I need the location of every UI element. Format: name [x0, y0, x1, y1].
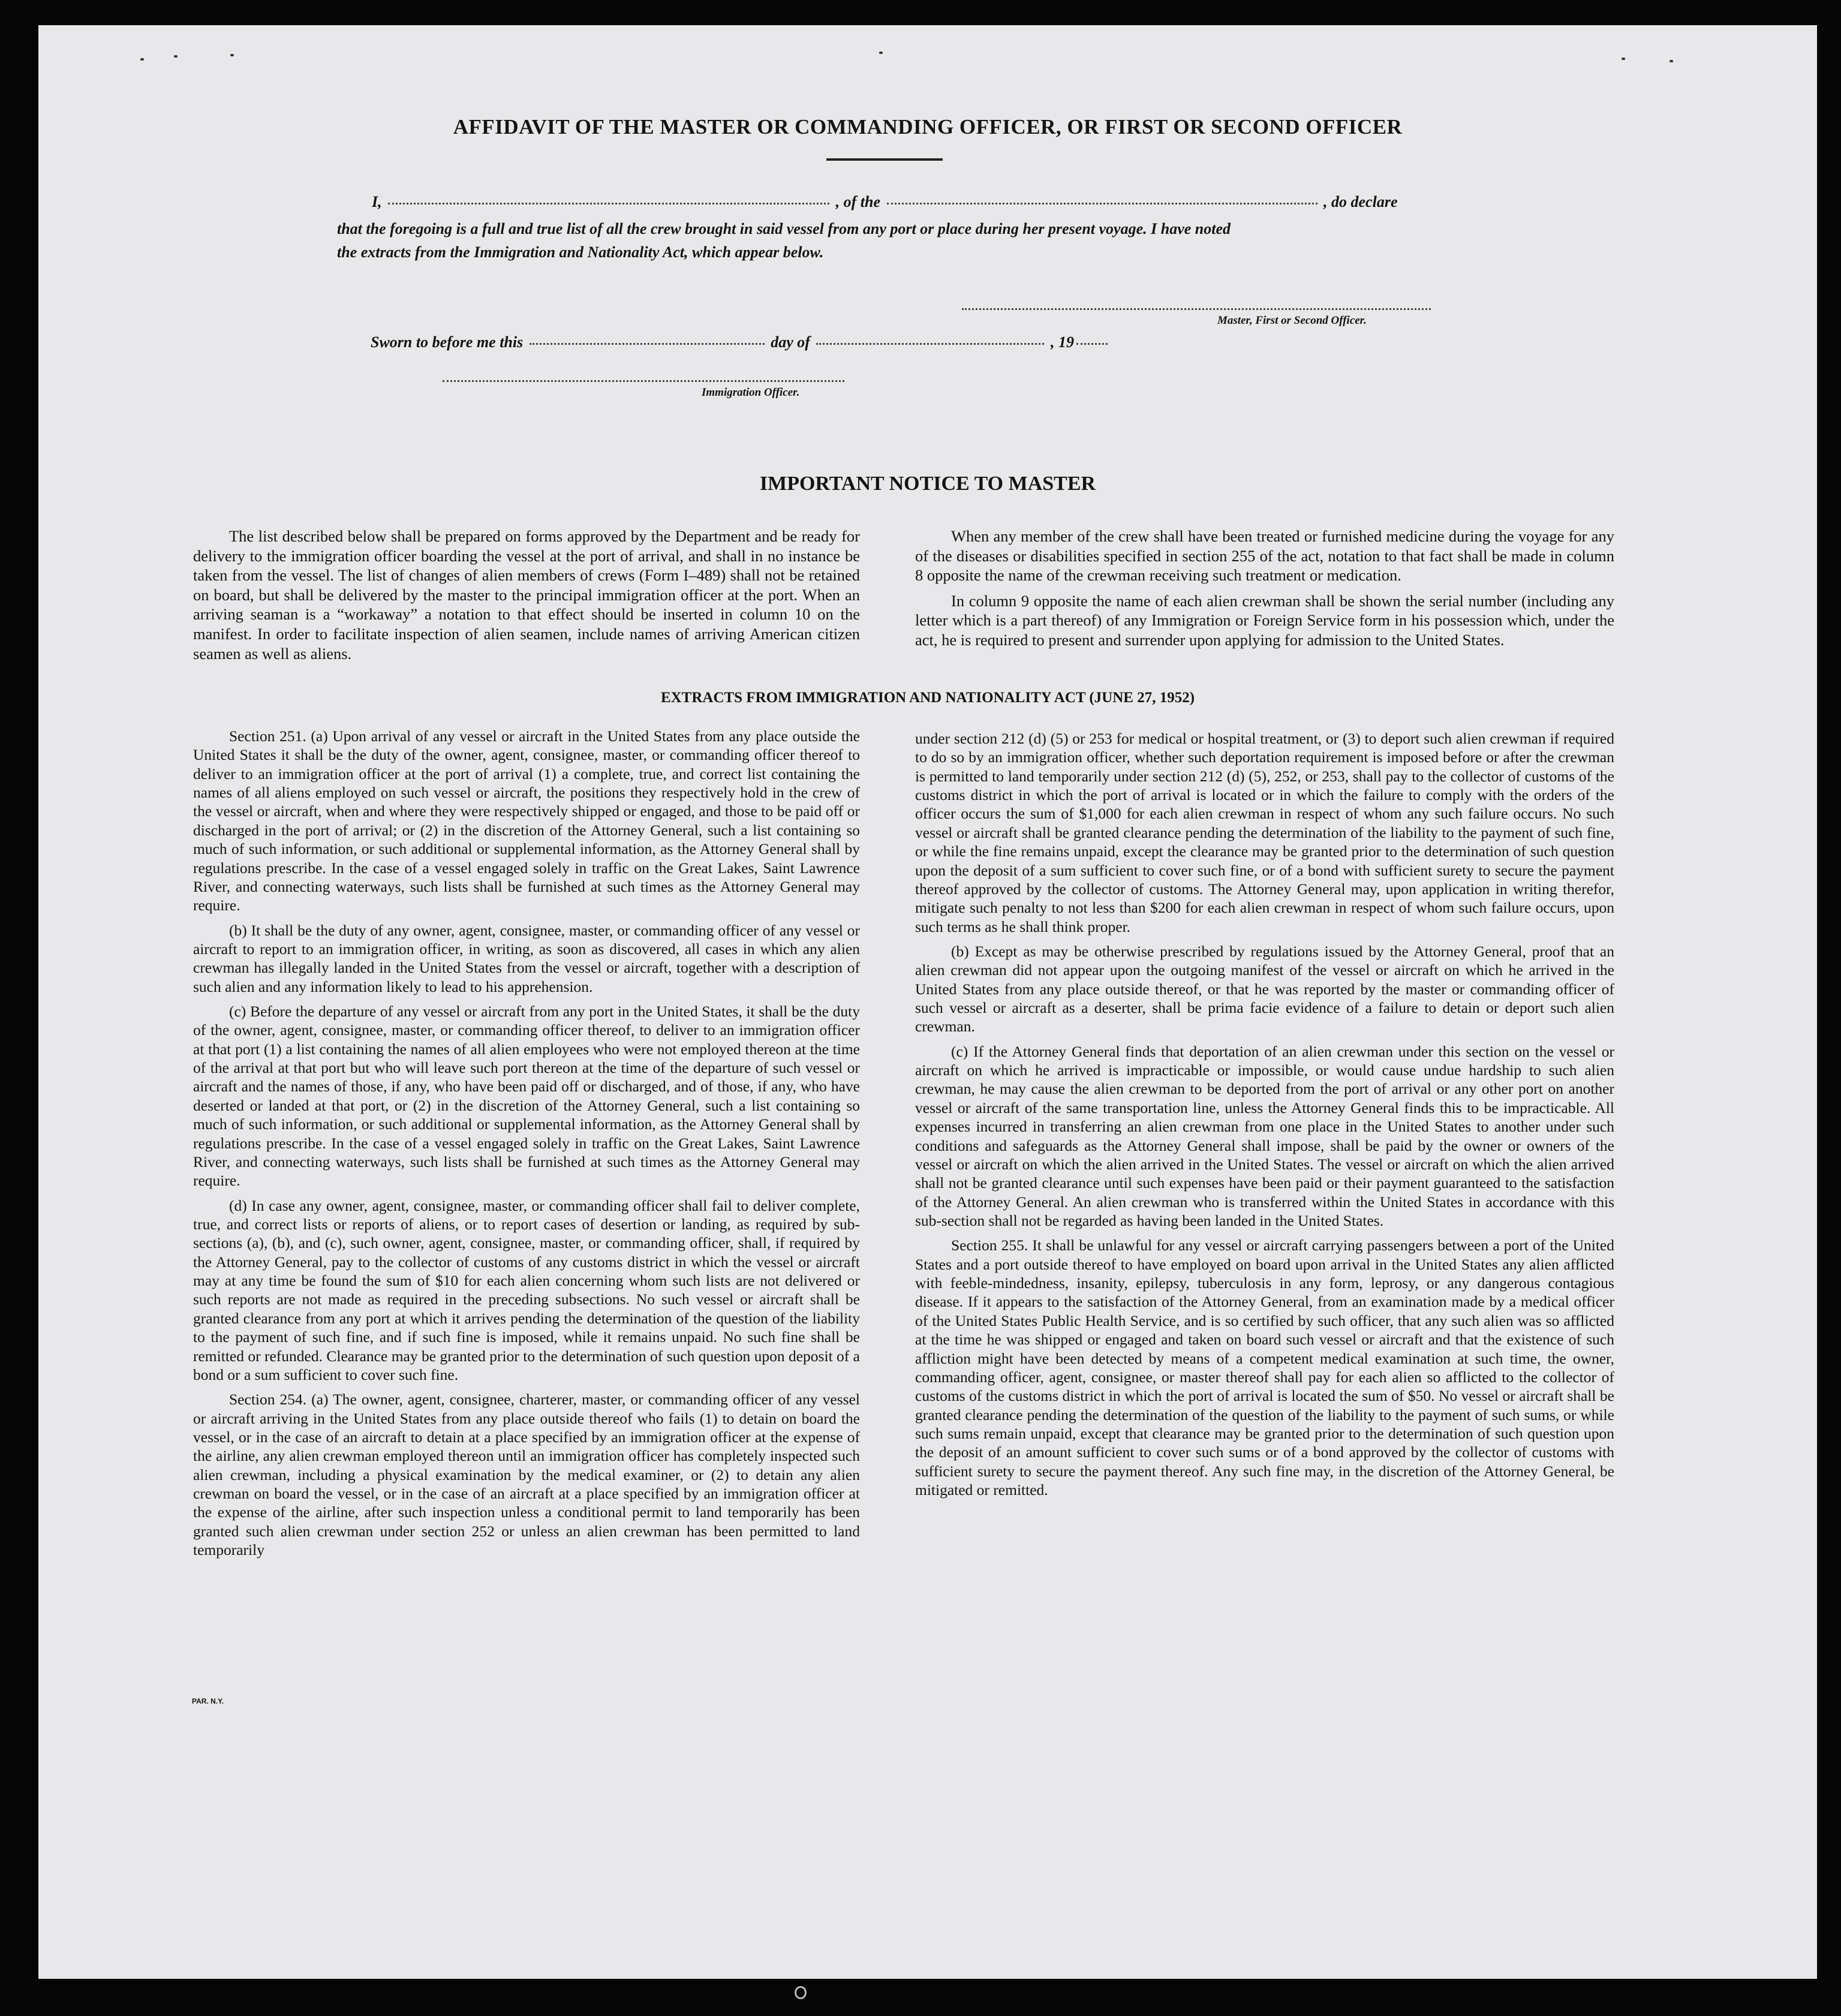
sworn-day-field[interactable]: [530, 343, 765, 345]
section-254-b: (b) Except as may be otherwise prescribed by regulations issued by the Attorney General, proof that an alien crewman did not appear upon the outgoing manifest of the vessel or aircraft on which he arrived in the United States from any place outside thereof, or that he was reported by the master or commanding officer of such vessel or aircraft as a deserter, shall be prima facie evidence of a failure to detain or deport such alien crewman.: [915, 942, 1614, 1036]
section-254-a: Section 254. (a) The owner, agent, consignee, charterer, master, or commanding officer of any vessel or aircraft arriving in the United States from any place outside thereof who fails (1) to detain on board the vessel, or in the case of an aircraft to detain at a place specified by an immigration officer at the expense of the airline, any alien crewman employed thereon until an immigration officer has completely inspected such alien crewman, including a physical examination by the medical examiner, or (2) to detain any alien crewman on board the vessel, or in the case of an aircraft at a place specified by an immigration officer at the expense of the airline, after such inspection unless a conditional permit to land temporarily has been granted such alien crewman under section 252 or unless an alien crewman has been permitted to land temporarily: [193, 1391, 860, 1559]
year-field[interactable]: [1076, 343, 1108, 345]
title-underline: [826, 158, 943, 161]
sworn-month-field[interactable]: [816, 343, 1044, 345]
i-label: I,: [372, 193, 382, 210]
year-prefix: , 19: [1050, 333, 1074, 351]
do-declare-label: , do declare: [1323, 193, 1398, 210]
extracts-right-column: [915, 729, 1614, 1505]
notice-paragraph: The list described below shall be prepared on forms approved by the Department and be ready for delivery to the immigration officer boarding the vessel at the port of arrival, and shall in no instance be taken from the vessel. The list of changes of alien members of crews (Form I–489) shall not be retained on board, but shall be delivered by the master to the principal immigration officer at the port. When an arriving seaman is a “workaway” a notation to that effect should be inserted in column 10 on the manifest. In order to facilitate inspection of alien seamen, include names of arriving American citizen seamen as well as aliens.: [193, 527, 860, 663]
vessel-field[interactable]: [887, 203, 1317, 204]
statement-line-1: that the foregoing is a full and true list of all the crew brought in said vessel from any port or place during her present voyage. I have noted: [337, 220, 1231, 237]
officer-signature-line[interactable]: [443, 380, 844, 382]
declaration-line: [372, 193, 1775, 211]
statement-line-2: the extracts from the Immigration and Nationality Act, which appear below.: [337, 243, 824, 261]
of-the-label: , of the: [835, 193, 881, 210]
punch-hole: [795, 1986, 807, 1999]
notice-paragraph: When any member of the crew shall have been treated or furnished medicine during the voyage for any of the diseases or disabilities specified in section 255 of the act, notation to that fact shall be made in column 8 opposite the name of the crewman receiving such treatment or medication.: [915, 527, 1614, 585]
officer-caption: Immigration Officer.: [702, 386, 800, 399]
scan-speck: [140, 58, 144, 61]
notice-right-column: [915, 526, 1614, 656]
scan-speck: [174, 55, 178, 58]
scan-speck: [230, 54, 234, 56]
scan-speck: [1622, 58, 1625, 60]
section-255: Section 255. It shall be unlawful for any vessel or aircraft carrying passengers between a port of the United States and a port outside thereof to have employed on board upon arrival in the United States any alien afflicted with feeble-mindedness, insanity, epilepsy, tuberculosis in any form, leprosy, or any dangerous contagious disease. If it appears to the satisfaction of the Attorney General, from an examination made by a medical officer of the United States Public Health Service, and is so certified by such officer, that any such alien was so afflicted at the time he was shipped or engaged and taken on board such vessel or aircraft and that the existence of such affliction might have been detected by means of a competent medical examination at such time, the owner, commanding officer, agent, consignee, or master thereof shall pay for each alien so afflicted to the collector of customs of the customs district in which the port of arrival is located the sum of $50. No vessel or aircraft shall be granted clearance pending the determination of the question of the liability to the payment of such sums, or while such sums remain unpaid, except that clearance may be granted prior to the determination of such question upon the deposit of an amount sufficient to cover such sums or of a bond approved by the collector of customs with sufficient surety to secure the payment thereof. Any such fine may, in the discretion of the Attorney General, be mitigated or remitted.: [915, 1236, 1614, 1499]
section-254-c: (c) If the Attorney General finds that deportation of an alien crewman under this section on the vessel or aircraft on which he arrived is impracticable or impossible, or would cause undue hardship to such alien crewman, he may cause the alien crewman to be deported from the port of arrival or any other port on another vessel or aircraft of the same transportation line, unless the Attorney General finds this to be impracticable. All expenses incurred in transferring an alien crewman from one place in the United States to another under such conditions and safeguards as the Attorney General shall impose, shall be paid by the owner or owners of the vessel or aircraft on which the alien arrived in the United States. The vessel or aircraft on which the alien arrived shall not be granted clearance until such expenses have been paid or their payment guaranteed to the satisfaction of the Attorney General. An alien crewman who is transferred within the United States in accordance with this sub-section shall not be regarded as having been landed in the United States.: [915, 1042, 1614, 1229]
section-251-b: (b) It shall be the duty of any owner, agent, consignee, master, or commanding officer of any vessel or aircraft to report to an immigration officer, in writing, as soon as discovered, all cases in which any alien crewman has illegally landed in the United States from the vessel or aircraft, together with a description of such alien and any information likely to lead to his apprehension.: [193, 921, 860, 995]
notice-paragraph: In column 9 opposite the name of each alien crewman shall be shown the serial number (including any letter which is a part thereof) of any Immigration or Foreign Service form in his possession which, under the act, he is required to present and surrender upon applying for admission to the United States.: [915, 591, 1614, 649]
scan-speck: [1669, 60, 1673, 62]
section-251-a: Section 251. (a) Upon arrival of any vessel or aircraft in the United States from any place outside the United States it shall be the duty of the owner, agent, consignee, master, or commanding officer thereof to deliver to an immigration officer at the port of arrival (1) a complete, true, and correct list containing the names of all aliens employed on such vessel or aircraft, the positions they respectively hold in the crew of the vessel or aircraft, when and where they were respectively shipped or engaged, and those to be paid off or discharged in the port of arrival; or (2) in the discretion of the Attorney General, such a list containing so much of such information, or such additional or supplemental information, as the Attorney General shall by regulations prescribe. In the case of a vessel engaged solely in traffic on the Great Lakes, Saint Lawrence River, and connecting waterways, such lists shall be furnished at such times as the Attorney General may require.: [193, 727, 860, 914]
sworn-label: Sworn to before me this: [371, 333, 524, 351]
notice-title: IMPORTANT NOTICE TO MASTER: [759, 473, 1096, 495]
day-of-label: day of: [771, 333, 810, 351]
master-caption: Master, First or Second Officer.: [1217, 314, 1367, 327]
scan-speck: [879, 52, 883, 54]
extracts-left-column: [193, 727, 860, 1565]
sworn-line: [371, 333, 1270, 351]
document-page: [38, 25, 1817, 1979]
section-254-a-continued: under section 212 (d) (5) or 253 for medical or hospital treatment, or (3) to deport such alien crewman if required to do so by an immigration officer, whether such deportation requirement is imposed before or after the crewman is permitted to land temporarily under section 212 (d) (5), 252, or 253, shall pay to the collector of customs of the customs district in which the port of arrival is located or in which the failure to comply with the orders of the officer occurs the sum of $1,000 for each alien crewman in respect of whom any such failure occurs. No such vessel or aircraft shall be granted clearance pending the determination of the liability to the payment of such fine, or while the fine remains unpaid, except the clearance may be granted prior to the determination of such question upon the deposit of a sum sufficient to cover such fine, or of a bond with sufficient surety to secure the payment thereof approved by the collector of customs. The Attorney General may, upon application in writing therefor, mitigate such penalty to not less than $200 for each alien crewman in respect of whom such failure occurs, upon such terms as he shall think proper.: [915, 730, 1614, 935]
affidavit-title: AFFIDAVIT OF THE MASTER OR COMMANDING OFFICER, OR FIRST OR SECOND OFFICER: [453, 115, 1403, 139]
master-signature-line[interactable]: [962, 308, 1431, 310]
notice-left-column: [193, 526, 860, 669]
section-251-c: (c) Before the departure of any vessel or aircraft from any port in the United States, it shall be the duty of the owner, agent, consignee, master, or commanding officer thereof, to deliver to an immigration officer at that port (1) a list containing the names of all alien employees who were not employed thereon at the time of the arrival at that port but who will leave such port thereon at the time of the departure of such vessel or aircraft and the names of those, if any, who have been paid off or discharged, and of those, if any, who have deserted or landed at that port, or (2) in the discretion of the Attorney General, such a list containing so much of such information, or such additional or supplemental information, as the Attorney General shall by regulations prescribe. In the case of a vessel engaged solely in traffic on the Great Lakes, Saint Lawrence River, and connecting waterways, such lists shall be furnished at such times as the Attorney General may require.: [193, 1003, 860, 1190]
section-251-d: (d) In case any owner, agent, consignee, master, or commanding officer shall fail to deliver complete, true, and correct lists or reports of aliens, or to report cases of desertion or landing, as required by sub-sections (a), (b), and (c), such owner, agent, consignee, master, or commanding officer, shall, if required by the Attorney General, pay to the collector of customs of any customs district in which the vessel or aircraft may at any time be found the sum of $10 for each alien concerning whom such lists are not delivered or such reports are not made as required in the preceding subsections. No such vessel or aircraft shall be granted clearance from any port at which it arrives pending the determination of the question of the liability to the payment of such fine, and if such fine is imposed, while it remains unpaid. No such fine shall be remitted or refunded. Clearance may be granted prior to the determination of such question upon deposit of a bond or a sum sufficient to cover such fine.: [193, 1196, 860, 1383]
extracts-title: EXTRACTS FROM IMMIGRATION AND NATIONALITY ACT (JUNE 27, 1952): [660, 690, 1195, 706]
printer-mark: PAR. N.Y.: [192, 1697, 224, 1705]
name-field[interactable]: [388, 203, 829, 204]
